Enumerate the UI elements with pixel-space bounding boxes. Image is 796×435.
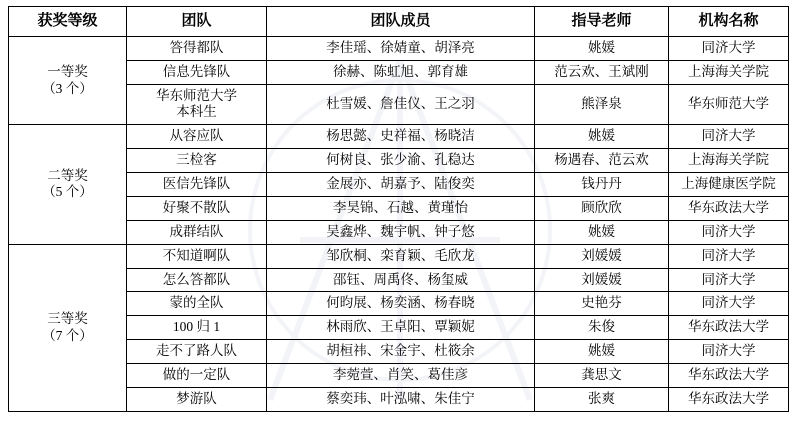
team-name-cell: 梦游队	[127, 387, 267, 411]
award-grade-cell	[9, 36, 127, 125]
table-row	[9, 125, 789, 149]
team-name-cell: 医信先锋队	[127, 173, 267, 197]
team-name-cell: 华东师范大学 本科生	[127, 84, 267, 125]
advising-teacher-cell: 刘媛媛	[535, 268, 669, 292]
award-grade-cell	[9, 125, 127, 244]
column-header-teacher: 指导老师	[535, 7, 669, 37]
advising-teacher-cell: 姚媛	[535, 125, 669, 149]
team-members-cell: 吴鑫烨、魏宇帆、钟子悠	[267, 220, 535, 244]
team-name-cell: 不知道啊队	[127, 244, 267, 268]
team-name-cell: 怎么答都队	[127, 268, 267, 292]
team-name-cell: 成群结队	[127, 220, 267, 244]
award-grade-count: （5 个）	[42, 184, 93, 200]
table-row	[9, 36, 789, 60]
table-body	[9, 36, 789, 411]
award-results-table	[8, 6, 789, 412]
team-members-cell: 何树良、张少渝、孔稳达	[267, 149, 535, 173]
institution-name-cell: 华东师范大学	[669, 84, 789, 125]
table-header-row	[9, 7, 789, 37]
advising-teacher-cell: 张爽	[535, 387, 669, 411]
team-name-cell: 蒙的全队	[127, 292, 267, 316]
team-name-cell: 100 归 1	[127, 316, 267, 340]
advising-teacher-cell: 杨遇春、范云欢	[535, 149, 669, 173]
award-grade-name: 一等奖	[47, 63, 88, 79]
institution-name-cell: 同济大学	[669, 220, 789, 244]
advising-teacher-cell: 钱丹丹	[535, 173, 669, 197]
team-name-cell: 答得都队	[127, 36, 267, 60]
institution-name-cell: 华东政法大学	[669, 316, 789, 340]
advising-teacher-cell: 范云欢、王斌刚	[535, 60, 669, 84]
team-name-cell: 走不了路人队	[127, 340, 267, 364]
institution-name-cell: 上海健康医学院	[669, 173, 789, 197]
table-row	[9, 244, 789, 268]
institution-name-cell: 上海海关学院	[669, 149, 789, 173]
advising-teacher-cell: 朱俊	[535, 316, 669, 340]
institution-name-cell: 同济大学	[669, 292, 789, 316]
institution-name-cell: 同济大学	[669, 340, 789, 364]
advising-teacher-cell: 姚媛	[535, 340, 669, 364]
team-members-cell: 徐赫、陈虹旭、郭育雄	[267, 60, 535, 84]
column-header-school: 机构名称	[669, 7, 789, 37]
column-header-grade: 获奖等级	[9, 7, 127, 37]
award-grade-name: 三等奖	[47, 310, 88, 326]
institution-name-cell: 华东政法大学	[669, 387, 789, 411]
team-members-cell: 李佳瑶、徐婧童、胡泽亮	[267, 36, 535, 60]
advising-teacher-cell: 姚媛	[535, 36, 669, 60]
institution-name-cell: 华东政法大学	[669, 196, 789, 220]
team-name-cell: 从容应队	[127, 125, 267, 149]
institution-name-cell: 同济大学	[669, 125, 789, 149]
award-grade-name: 二等奖	[47, 167, 88, 183]
institution-name-cell: 上海海关学院	[669, 60, 789, 84]
team-members-cell: 胡桓祎、宋金宇、杜筱余	[267, 340, 535, 364]
award-grade-count: （3 个）	[42, 80, 93, 96]
team-members-cell: 李菀萱、肖笑、葛佳彦	[267, 364, 535, 388]
advising-teacher-cell: 刘媛媛	[535, 244, 669, 268]
institution-name-cell: 同济大学	[669, 244, 789, 268]
team-members-cell: 金展亦、胡嘉予、陆俊奕	[267, 173, 535, 197]
advising-teacher-cell: 熊泽泉	[535, 84, 669, 125]
team-members-cell: 杨思懿、史祥福、杨晓洁	[267, 125, 535, 149]
advising-teacher-cell: 顾欣欣	[535, 196, 669, 220]
advising-teacher-cell: 姚媛	[535, 220, 669, 244]
institution-name-cell: 同济大学	[669, 36, 789, 60]
institution-name-cell: 华东政法大学	[669, 364, 789, 388]
team-members-cell: 蔡奕玮、叶泓啸、朱佳宁	[267, 387, 535, 411]
advising-teacher-cell: 史艳芬	[535, 292, 669, 316]
award-grade-count: （7 个）	[42, 327, 93, 343]
column-header-team: 团队	[127, 7, 267, 37]
team-name-cell: 三检客	[127, 149, 267, 173]
team-name-cell: 信息先锋队	[127, 60, 267, 84]
team-members-cell: 何昀展、杨奕涵、杨春晓	[267, 292, 535, 316]
award-grade-cell	[9, 244, 127, 411]
team-members-cell: 杜雪媛、詹佳仪、王之羽	[267, 84, 535, 125]
team-members-cell: 邹欣桐、栾育颖、毛欣龙	[267, 244, 535, 268]
team-members-cell: 李昊锦、石越、黄瑾怡	[267, 196, 535, 220]
team-name-cell: 做的一定队	[127, 364, 267, 388]
team-members-cell: 林雨欣、王卓阳、覃颖妮	[267, 316, 535, 340]
advising-teacher-cell: 龚思文	[535, 364, 669, 388]
column-header-members: 团队成员	[267, 7, 535, 37]
institution-name-cell: 同济大学	[669, 268, 789, 292]
team-members-cell: 邵钰、周禹佟、杨玺威	[267, 268, 535, 292]
team-name-cell: 好聚不散队	[127, 196, 267, 220]
